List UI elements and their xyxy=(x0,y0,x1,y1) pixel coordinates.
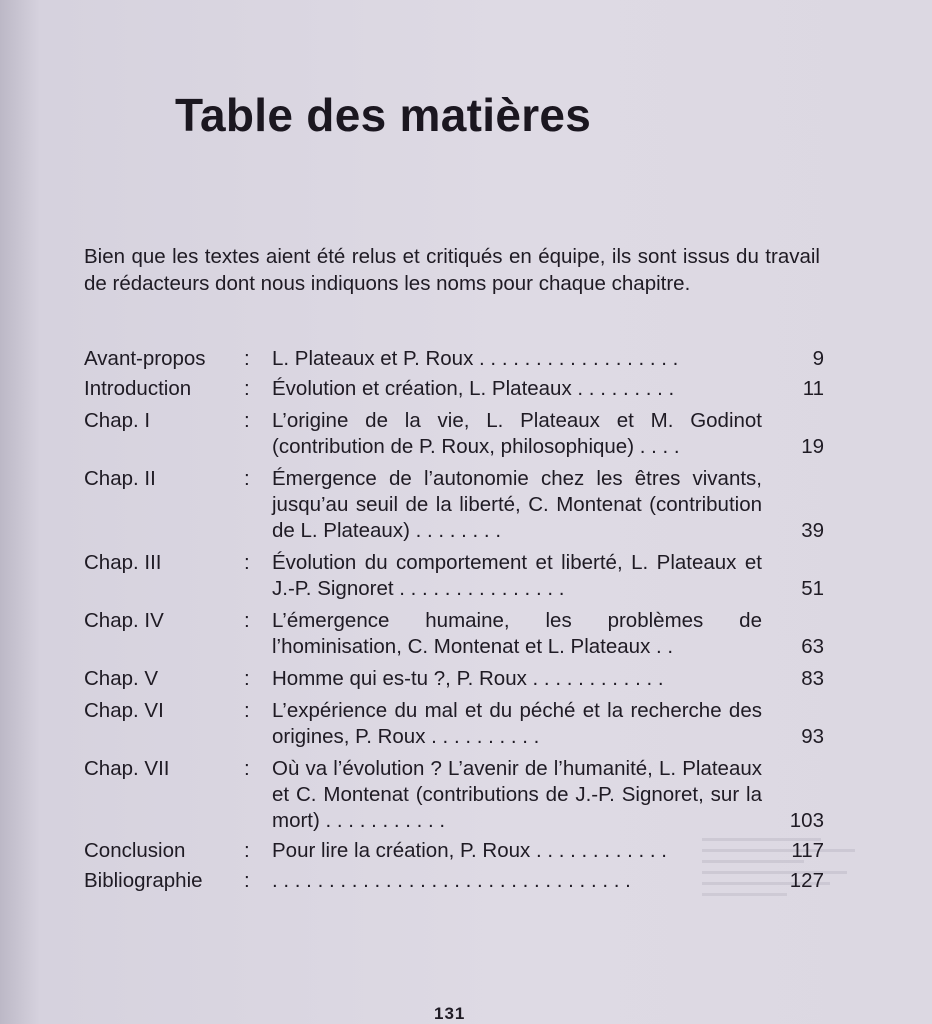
page-number: 131 xyxy=(434,1004,466,1023)
toc-colon: : xyxy=(244,467,250,490)
toc-label: Chap. V xyxy=(84,667,159,690)
toc-colon: : xyxy=(244,551,250,574)
toc-page: 117 xyxy=(791,839,824,862)
toc-row xyxy=(84,698,824,750)
toc-page: 19 xyxy=(801,435,824,458)
toc-colon: : xyxy=(244,699,250,722)
toc-row xyxy=(84,666,824,692)
toc-row xyxy=(84,550,824,602)
toc-row xyxy=(84,838,824,864)
toc-text: L’expérience du mal et du péché et la recherche des origines, P. Roux . . . . . . . . . . xyxy=(272,699,762,748)
toc-colon: : xyxy=(244,667,250,690)
toc-text: Pour lire la création, P. Roux . . . . . . . . . . . . xyxy=(272,839,667,862)
toc-page: 11 xyxy=(802,377,824,400)
toc-page: 127 xyxy=(789,869,824,892)
toc-page: 39 xyxy=(801,519,824,542)
toc-label: Chap. IV xyxy=(84,609,164,632)
toc-label: Chap. VI xyxy=(84,699,164,722)
toc-label: Introduction xyxy=(84,377,192,400)
toc-page: 51 xyxy=(801,577,824,600)
toc-page: 83 xyxy=(801,667,824,690)
intro-paragraph: Bien que les textes aient été relus et critiqués en équipe, ils sont issus du travail de rédacteurs dont nous indiquons les noms pour chaque chapitre. xyxy=(84,245,820,295)
toc-label: Chap. VII xyxy=(84,757,170,780)
toc-label: Chap. III xyxy=(84,551,162,574)
toc-page: 9 xyxy=(812,347,824,370)
toc-text: Où va l’évolution ? L’avenir de l’humanité, L. Plateaux et C. Montenat (contributions de J.-P. Signoret, sur la mort) . . . . . . . . . . . xyxy=(272,757,762,832)
toc-row xyxy=(84,376,824,402)
toc-label: Chap. I xyxy=(84,409,151,432)
toc-text: L’émergence humaine, les problèmes de l’hominisation, C. Montenat et L. Plateaux . . xyxy=(272,609,762,658)
toc-text: Évolution et création, L. Plateaux . . . . . . . . . xyxy=(272,377,675,400)
table-of-contents xyxy=(84,346,824,894)
page-title: Table des matières xyxy=(175,89,592,141)
toc-colon: : xyxy=(244,377,250,400)
toc-colon: : xyxy=(244,757,250,780)
toc-text: Émergence de l’autonomie chez les êtres vivants, jusqu’au seuil de la liberté, C. Montenat (contribution de L. Plateaux) . . . . . . . . xyxy=(272,467,762,542)
toc-row xyxy=(84,346,824,372)
toc-colon: : xyxy=(244,409,250,432)
toc-colon: : xyxy=(244,869,250,892)
toc-colon: : xyxy=(244,609,250,632)
toc-text: L’origine de la vie, L. Plateaux et M. Godinot (contribution de P. Roux, philosophique) . . . . xyxy=(272,409,762,458)
toc-colon: : xyxy=(244,347,250,370)
toc-text: . . . . . . . . . . . . . . . . . . . . . . . . . . . . . . . . xyxy=(272,869,631,892)
toc-page: 93 xyxy=(801,725,824,748)
toc-row xyxy=(84,608,824,660)
toc-label: Avant-propos xyxy=(84,347,206,370)
toc-row xyxy=(84,868,824,894)
toc-page: 63 xyxy=(801,635,824,658)
toc-row xyxy=(84,408,824,460)
toc-text: L. Plateaux et P. Roux . . . . . . . . . . . . . . . . . . xyxy=(272,347,679,370)
toc-page: 103 xyxy=(789,809,824,832)
toc-text: Homme qui es-tu ?, P. Roux . . . . . . . . . . . . xyxy=(272,667,664,690)
toc-label: Bibliographie xyxy=(84,869,203,892)
toc-row xyxy=(84,756,824,834)
toc-text: Évolution du comportement et liberté, L. Plateaux et J.-P. Signoret . . . . . . . . . . . . . . . xyxy=(272,551,762,600)
toc-label: Chap. II xyxy=(84,467,156,490)
toc-row xyxy=(84,466,824,544)
toc-label: Conclusion xyxy=(84,839,186,862)
toc-colon: : xyxy=(244,839,250,862)
